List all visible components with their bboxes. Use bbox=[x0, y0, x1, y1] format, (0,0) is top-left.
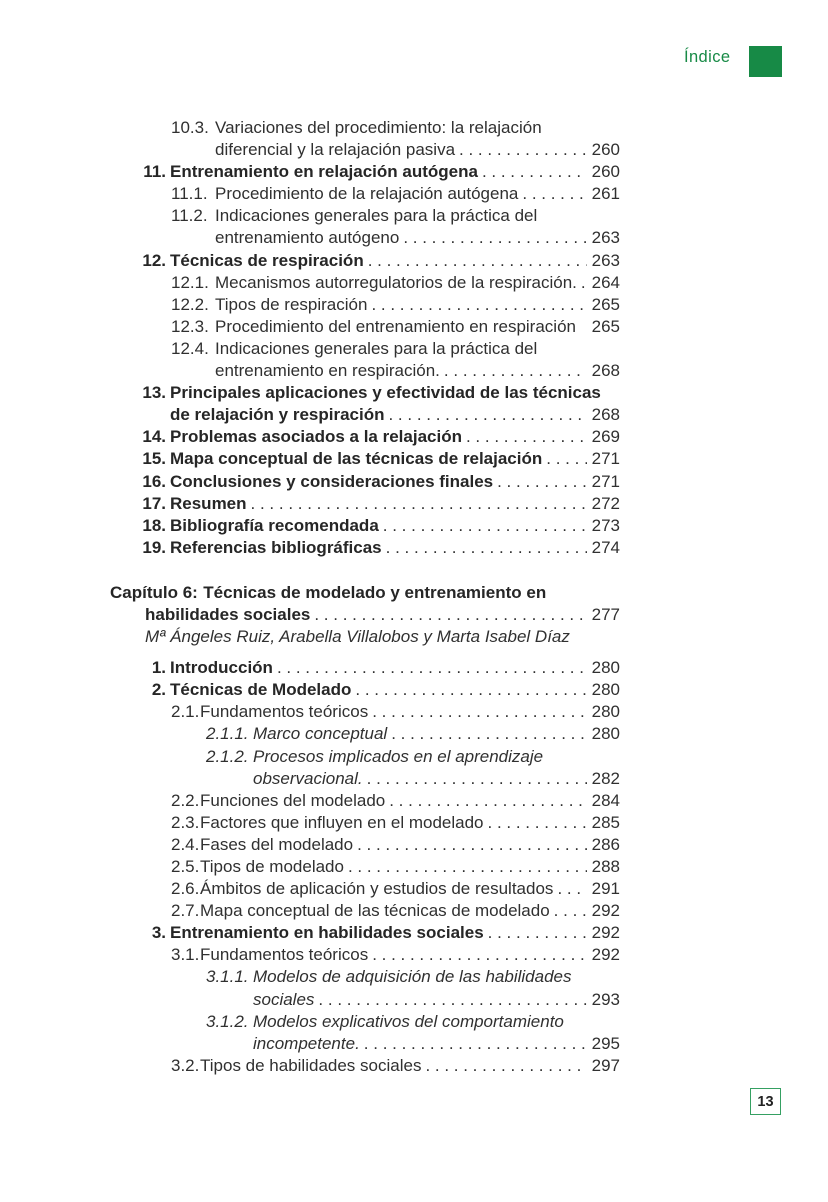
toc-entry bbox=[0, 966, 620, 1010]
dot-leader bbox=[482, 161, 587, 183]
entry-title: entrenamiento autógeno bbox=[215, 228, 400, 248]
toc-entry bbox=[0, 382, 620, 426]
toc-entry bbox=[0, 338, 620, 382]
entry-page-number: 265 bbox=[591, 294, 620, 314]
entry-page-number: 260 bbox=[591, 140, 620, 160]
entry-number: 3.1. bbox=[171, 945, 200, 965]
entry-text-block bbox=[215, 183, 620, 205]
entry-text-block bbox=[215, 205, 620, 249]
dot-leader bbox=[348, 856, 587, 878]
entry-page-number: 261 bbox=[591, 184, 620, 204]
toc-entry bbox=[0, 161, 620, 183]
entry-number: 2.2. bbox=[171, 790, 200, 810]
toc-entry bbox=[0, 944, 620, 966]
entry-title: sociales bbox=[253, 989, 315, 1009]
chapter6-page-number: 277 bbox=[591, 604, 620, 624]
dot-leader bbox=[318, 989, 586, 1011]
entry-line bbox=[170, 404, 620, 426]
dot-leader bbox=[372, 701, 586, 723]
toc-entry bbox=[0, 657, 620, 679]
entry-line bbox=[215, 183, 620, 205]
entry-page-number: 292 bbox=[591, 945, 620, 965]
entry-title: Procedimiento de la relajación autógena bbox=[215, 184, 519, 204]
entry-title: Factores que influyen en el modelado bbox=[200, 812, 484, 832]
entry-line: Modelos de adquisición de las habilidades bbox=[253, 967, 572, 987]
entry-line bbox=[200, 944, 620, 966]
entry-page-number: 288 bbox=[591, 857, 620, 876]
dot-leader bbox=[546, 448, 586, 470]
dot-leader bbox=[367, 768, 587, 790]
entry-text-block bbox=[200, 812, 620, 834]
entry-number: 3.1.2. bbox=[206, 1011, 249, 1031]
entry-line bbox=[200, 812, 620, 834]
entry-page-number: 282 bbox=[591, 768, 620, 788]
entry-number: 2.3. bbox=[171, 812, 200, 832]
toc-entry bbox=[0, 205, 620, 249]
dot-leader bbox=[357, 834, 587, 856]
entry-title: Mecanismos autorregulatorios de la respiración. bbox=[215, 272, 577, 292]
toc-entry bbox=[0, 1011, 620, 1055]
dot-leader bbox=[372, 944, 586, 966]
entry-title: Fases del modelado bbox=[200, 834, 354, 854]
dot-leader bbox=[581, 272, 587, 294]
entry-text-block bbox=[200, 834, 620, 856]
entry-number: 12.3. bbox=[171, 316, 209, 336]
entry-line bbox=[170, 493, 620, 515]
entry-line bbox=[215, 139, 620, 161]
entry-text-block bbox=[200, 900, 620, 922]
entry-page-number: 297 bbox=[591, 1055, 620, 1075]
entry-text-block bbox=[200, 1055, 620, 1077]
entry-page-number: 293 bbox=[591, 989, 620, 1009]
entry-title: Introducción bbox=[170, 658, 273, 678]
entry-line: Modelos explicativos del comportamiento bbox=[253, 1011, 564, 1031]
entry-number: 2.1. bbox=[171, 702, 200, 722]
entry-line bbox=[170, 537, 620, 559]
dot-leader bbox=[459, 139, 587, 161]
entry-line bbox=[200, 790, 620, 812]
toc-entry bbox=[0, 790, 620, 812]
toc-entry bbox=[0, 515, 620, 537]
entry-line bbox=[200, 701, 620, 723]
chapter5-toc-list bbox=[0, 117, 620, 559]
entry-line: Variaciones del procedimiento: la relajación bbox=[215, 118, 542, 137]
entry-line bbox=[200, 834, 620, 856]
entry-number: 12.1. bbox=[171, 272, 209, 292]
toc-entry bbox=[0, 679, 620, 701]
entry-line bbox=[170, 250, 620, 272]
entry-text-block bbox=[170, 493, 620, 515]
dot-leader bbox=[314, 604, 586, 626]
dot-leader bbox=[364, 1033, 587, 1055]
entry-line bbox=[200, 1055, 620, 1077]
entry-line bbox=[200, 856, 620, 878]
entry-title: observacional. bbox=[253, 768, 363, 788]
entry-number: 3.2. bbox=[171, 1055, 200, 1075]
entry-line bbox=[253, 1033, 620, 1055]
toc-entry bbox=[0, 272, 620, 294]
entry-text-block bbox=[215, 272, 620, 294]
chapter6-heading-line2 bbox=[0, 604, 620, 626]
entry-line bbox=[170, 161, 620, 183]
entry-page-number: 284 bbox=[591, 790, 620, 810]
entry-page-number: 265 bbox=[591, 316, 620, 336]
entry-page-number: 286 bbox=[591, 834, 620, 854]
dot-leader bbox=[522, 183, 586, 205]
toc-entry bbox=[0, 294, 620, 316]
entry-text-block bbox=[215, 117, 620, 161]
entry-text-block bbox=[253, 723, 620, 745]
toc-entry bbox=[0, 922, 620, 944]
dot-leader bbox=[386, 537, 587, 559]
entry-title: Tipos de habilidades sociales bbox=[200, 1055, 422, 1075]
toc-entry bbox=[0, 701, 620, 723]
entry-text-block bbox=[170, 515, 620, 537]
entry-line: Indicaciones generales para la práctica del bbox=[215, 338, 538, 358]
toc-entry bbox=[0, 900, 620, 922]
entry-number: 11.1. bbox=[171, 184, 208, 204]
entry-line bbox=[170, 448, 620, 470]
entry-page-number: 285 bbox=[591, 812, 620, 832]
toc-entry bbox=[0, 834, 620, 856]
entry-number: 18. bbox=[142, 515, 166, 535]
entry-line: Indicaciones generales para la práctica del bbox=[215, 206, 538, 226]
dot-leader bbox=[277, 657, 587, 679]
entry-text-block bbox=[200, 701, 620, 723]
entry-line bbox=[170, 679, 620, 701]
entry-number: 13. bbox=[142, 383, 166, 403]
entry-title: Bibliografía recomendada bbox=[170, 515, 379, 535]
entry-text-block bbox=[170, 426, 620, 448]
toc-entry bbox=[0, 878, 620, 900]
entry-number: 12.2. bbox=[171, 294, 209, 314]
entry-line bbox=[200, 900, 620, 922]
entry-line bbox=[215, 360, 620, 382]
entry-page-number: 292 bbox=[591, 923, 620, 943]
entry-title: Procedimiento del entrenamiento en respiración bbox=[215, 316, 576, 336]
entry-page-number: 271 bbox=[591, 449, 620, 469]
entry-title: entrenamiento en respiración. bbox=[215, 361, 440, 381]
toc-entry bbox=[0, 812, 620, 834]
index-marker-square bbox=[749, 46, 782, 77]
entry-text-block bbox=[253, 966, 620, 1010]
entry-line bbox=[170, 426, 620, 448]
folio-page-number: 13 bbox=[750, 1088, 781, 1115]
entry-text-block bbox=[170, 448, 620, 470]
entry-text-block bbox=[215, 338, 620, 382]
entry-line bbox=[215, 272, 620, 294]
entry-title: Mapa conceptual de las técnicas de relajación bbox=[170, 449, 543, 469]
dot-leader bbox=[488, 812, 587, 834]
chapter6-toc-list bbox=[0, 657, 620, 1077]
entry-line bbox=[215, 227, 620, 249]
dot-leader bbox=[466, 426, 587, 448]
entry-line bbox=[170, 515, 620, 537]
entry-number: 15. bbox=[142, 449, 166, 469]
entry-text-block bbox=[170, 250, 620, 272]
entry-text-block bbox=[170, 657, 620, 679]
dot-leader bbox=[497, 471, 587, 493]
entry-line bbox=[253, 723, 620, 745]
entry-text-block bbox=[170, 537, 620, 559]
toc-entry bbox=[0, 316, 620, 338]
toc-entry bbox=[0, 746, 620, 790]
dot-leader bbox=[388, 404, 586, 426]
entry-text-block bbox=[170, 471, 620, 493]
entry-title: Técnicas de respiración bbox=[170, 250, 364, 270]
toc-entry bbox=[0, 250, 620, 272]
entry-title: Entrenamiento en habilidades sociales bbox=[170, 923, 484, 943]
dot-leader bbox=[557, 878, 586, 900]
entry-number: 3.1.1. bbox=[206, 967, 249, 987]
entry-title: Tipos de modelado bbox=[200, 857, 344, 876]
entry-page-number: 272 bbox=[591, 493, 620, 513]
entry-line bbox=[253, 768, 620, 790]
entry-page-number: 268 bbox=[591, 361, 620, 381]
entry-number: 11. bbox=[143, 162, 166, 182]
entry-title: de relajación y respiración bbox=[170, 405, 385, 425]
entry-line: Procesos implicados en el aprendizaje bbox=[253, 746, 544, 766]
entry-page-number: 292 bbox=[591, 901, 620, 921]
chapter6-heading-block bbox=[0, 582, 620, 648]
dot-leader bbox=[355, 679, 586, 701]
entry-text-block bbox=[215, 294, 620, 316]
entry-text-block bbox=[200, 790, 620, 812]
entry-page-number: 263 bbox=[591, 228, 620, 248]
entry-title: Tipos de respiración bbox=[215, 294, 368, 314]
toc-entry bbox=[0, 448, 620, 470]
entry-number: 2.1.2. bbox=[206, 746, 249, 766]
entry-title: incompetente. bbox=[253, 1033, 360, 1053]
chapter6-title-start: Técnicas de modelado y entrenamiento en bbox=[203, 582, 547, 602]
entry-page-number: 268 bbox=[591, 405, 620, 425]
entry-title: diferencial y la relajación pasiva bbox=[215, 140, 456, 160]
entry-title: Problemas asociados a la relajación bbox=[170, 427, 462, 447]
dot-leader bbox=[403, 227, 586, 249]
entry-page-number: 295 bbox=[591, 1033, 620, 1053]
table-of-contents bbox=[0, 117, 620, 1077]
entry-number: 19. bbox=[142, 537, 166, 557]
entry-number: 10.3. bbox=[171, 118, 209, 137]
toc-entry bbox=[0, 723, 620, 745]
entry-line bbox=[170, 657, 620, 679]
dot-leader bbox=[383, 515, 587, 537]
entry-text-block bbox=[170, 382, 620, 426]
toc-entry bbox=[0, 856, 620, 878]
entry-number: 12.4. bbox=[171, 338, 209, 358]
entry-page-number: 260 bbox=[591, 162, 620, 182]
entry-line bbox=[215, 316, 620, 338]
entry-page-number: 280 bbox=[591, 724, 620, 744]
entry-title: Mapa conceptual de las técnicas de modelado bbox=[200, 901, 550, 921]
entry-page-number: 264 bbox=[591, 272, 620, 292]
dot-leader bbox=[425, 1055, 586, 1077]
entry-text-block bbox=[215, 316, 620, 338]
dot-leader bbox=[391, 723, 586, 745]
entry-title: Entrenamiento en relajación autógena bbox=[170, 162, 478, 182]
chapter6-heading-line1 bbox=[0, 582, 620, 604]
chapter6-label: Capítulo 6: bbox=[110, 582, 198, 602]
entry-page-number: 280 bbox=[591, 702, 620, 722]
entry-number: 14. bbox=[142, 427, 166, 447]
entry-line bbox=[200, 878, 620, 900]
entry-title: Funciones del modelado bbox=[200, 790, 386, 810]
entry-text-block bbox=[200, 944, 620, 966]
toc-entry bbox=[0, 1055, 620, 1077]
entry-number: 1. bbox=[151, 658, 166, 678]
entry-text-block bbox=[170, 161, 620, 183]
toc-entry bbox=[0, 426, 620, 448]
entry-line: Principales aplicaciones y efectividad de las técnicas bbox=[170, 383, 601, 403]
entry-text-block bbox=[253, 1011, 620, 1055]
entry-title: Ámbitos de aplicación y estudios de resultados bbox=[200, 879, 554, 899]
entry-text-block bbox=[170, 679, 620, 701]
entry-number: 16. bbox=[142, 471, 166, 491]
entry-text-block bbox=[200, 878, 620, 900]
dot-leader bbox=[444, 360, 587, 382]
dot-leader bbox=[554, 900, 587, 922]
entry-text-block bbox=[253, 746, 620, 790]
entry-number: 3. bbox=[151, 923, 166, 943]
toc-entry bbox=[0, 537, 620, 559]
entry-title: Resumen bbox=[170, 493, 247, 513]
dot-leader bbox=[368, 250, 587, 272]
entry-line bbox=[170, 471, 620, 493]
entry-text-block bbox=[170, 922, 620, 944]
entry-page-number: 273 bbox=[591, 515, 620, 535]
chapter6-authors: Mª Ángeles Ruiz, Arabella Villalobos y Marta Isabel Díaz bbox=[145, 627, 570, 647]
toc-entry bbox=[0, 183, 620, 205]
entry-title: Fundamentos teóricos bbox=[200, 702, 369, 722]
entry-page-number: 271 bbox=[591, 471, 620, 491]
entry-title: Marco conceptual bbox=[253, 724, 388, 744]
entry-title: Fundamentos teóricos bbox=[200, 945, 369, 965]
toc-entry bbox=[0, 117, 620, 161]
entry-number: 2.7. bbox=[171, 901, 200, 921]
entry-page-number: 280 bbox=[591, 658, 620, 678]
entry-number: 2.5. bbox=[171, 857, 200, 876]
dot-leader bbox=[389, 790, 586, 812]
entry-page-number: 269 bbox=[591, 427, 620, 447]
chapter6-title-end: habilidades sociales bbox=[145, 604, 311, 624]
entry-page-number: 263 bbox=[591, 250, 620, 270]
entry-line bbox=[170, 922, 620, 944]
index-page-title: Índice bbox=[684, 48, 731, 66]
entry-number: 2.1.1. bbox=[206, 724, 249, 744]
entry-line bbox=[215, 294, 620, 316]
entry-title: Conclusiones y consideraciones finales bbox=[170, 471, 494, 491]
entry-number: 12. bbox=[142, 250, 166, 270]
entry-number: 2. bbox=[151, 680, 166, 700]
entry-title: Técnicas de Modelado bbox=[170, 680, 352, 700]
dot-leader bbox=[251, 493, 587, 515]
entry-number: 11.2. bbox=[171, 206, 208, 226]
dot-leader bbox=[488, 922, 587, 944]
entry-text-block bbox=[200, 856, 620, 878]
toc-entry bbox=[0, 493, 620, 515]
entry-page-number: 291 bbox=[591, 879, 620, 899]
entry-page-number: 274 bbox=[591, 537, 620, 557]
toc-entry bbox=[0, 471, 620, 493]
entry-line bbox=[253, 989, 620, 1011]
entry-number: 2.4. bbox=[171, 834, 200, 854]
entry-number: 2.6. bbox=[171, 879, 200, 899]
entry-page-number: 280 bbox=[591, 680, 620, 700]
entry-number: 17. bbox=[142, 493, 166, 513]
entry-title: Referencias bibliográficas bbox=[170, 537, 382, 557]
dot-leader bbox=[371, 294, 586, 316]
